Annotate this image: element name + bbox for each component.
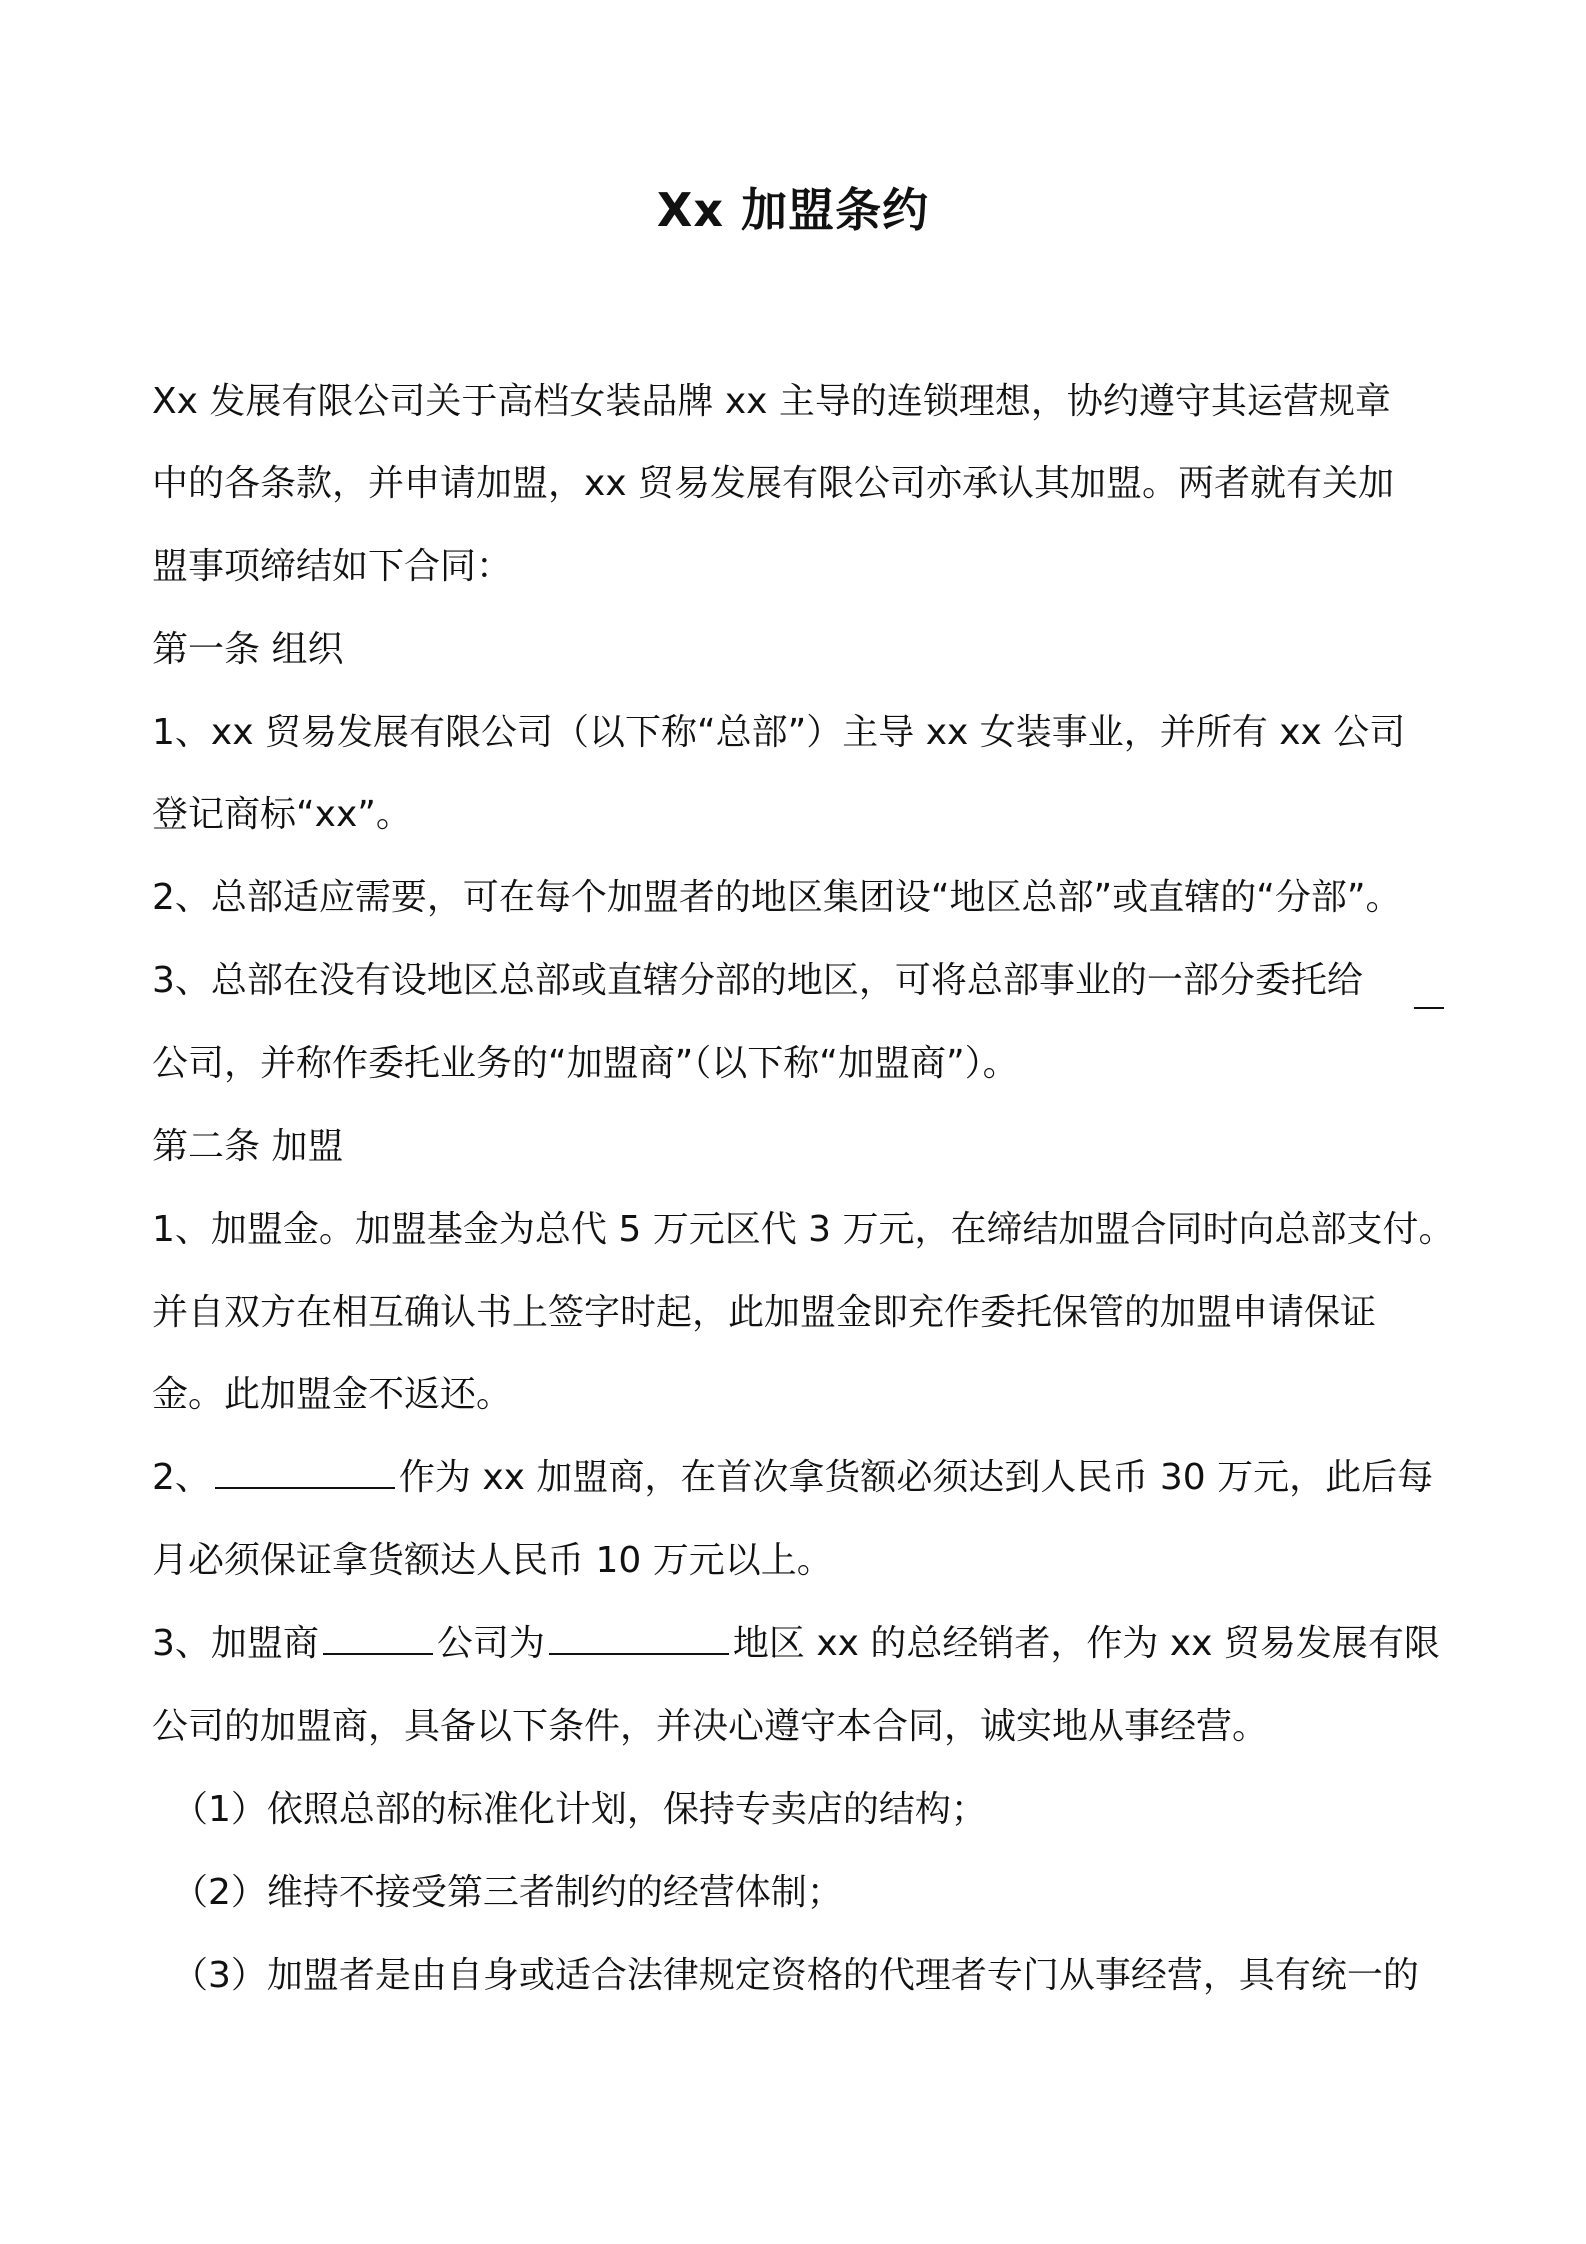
clause-text: 公司为 [436, 1623, 545, 1664]
paragraph-line: 并自双方在相互确认书上签字时起，此加盟金即充作委托保管的加盟申请保证 [152, 1292, 1377, 1333]
paragraph-line: 盟事项缔结如下合同： [152, 546, 513, 587]
fill-in-blank [549, 1619, 729, 1655]
clause-text: 作为 xx 加盟商，在首次拿货额必须达到人民币 30 万元，此后每 [398, 1457, 1434, 1498]
clause-text: 地区 xx 的总经销者，作为 xx 贸易发展有限 [732, 1623, 1440, 1664]
document-title: Xx 加盟条约 [656, 183, 930, 237]
paragraph-line [152, 1453, 1433, 1503]
paragraph-line: 中的各条款，并申请加盟，xx 贸易发展有限公司亦承认其加盟。两者就有关加 [152, 463, 1395, 504]
clause-number: 2、 [152, 1457, 211, 1498]
fill-in-blank [1414, 1007, 1444, 1009]
paragraph-line: 1、加盟金。加盟基金为总代 5 万元区代 3 万元，在缔结加盟合同时向总部支付。 [152, 1209, 1455, 1250]
paragraph-line: Xx 发展有限公司关于高档女装品牌 xx 主导的连锁理想，协约遵守其运营规章 [152, 381, 1391, 422]
list-item: （2）维持不接受第三者制约的经营体制； [172, 1872, 843, 1913]
paragraph-line: 1、xx 贸易发展有限公司（以下称“总部”）主导 xx 女装事业，并所有 xx 公司 [152, 712, 1406, 753]
paragraph-line: 2、总部适应需要，可在每个加盟者的地区集团设“地区总部”或直辖的“分部”。 [152, 877, 1402, 918]
paragraph-line: 3、总部在没有设地区总部或直辖分部的地区，可将总部事业的一部分委托给 [152, 960, 1363, 1001]
fill-in-blank [215, 1453, 395, 1489]
paragraph-line [152, 1619, 1440, 1669]
list-item: （3）加盟者是由自身或适合法律规定资格的代理者专门从事经营，具有统一的 [172, 1955, 1419, 1996]
article-heading: 第二条 加盟 [152, 1126, 344, 1167]
paragraph-line: 月必须保证拿货额达人民币 10 万元以上。 [152, 1540, 833, 1581]
fill-in-blank [323, 1619, 433, 1655]
article-heading: 第一条 组织 [152, 629, 344, 670]
paragraph-line: 公司，并称作委托业务的“加盟商”（以下称“加盟商”）。 [152, 1043, 1019, 1084]
paragraph-line: 登记商标“xx”。 [152, 794, 412, 835]
clause-text: 3、加盟商 [152, 1623, 319, 1664]
list-item: （1）依照总部的标准化计划，保持专卖店的结构； [172, 1789, 987, 1830]
paragraph-line: 金。此加盟金不返还。 [152, 1374, 513, 1415]
paragraph-line: 公司的加盟商，具备以下条件，并决心遵守本合同，诚实地从事经营。 [152, 1706, 1269, 1747]
